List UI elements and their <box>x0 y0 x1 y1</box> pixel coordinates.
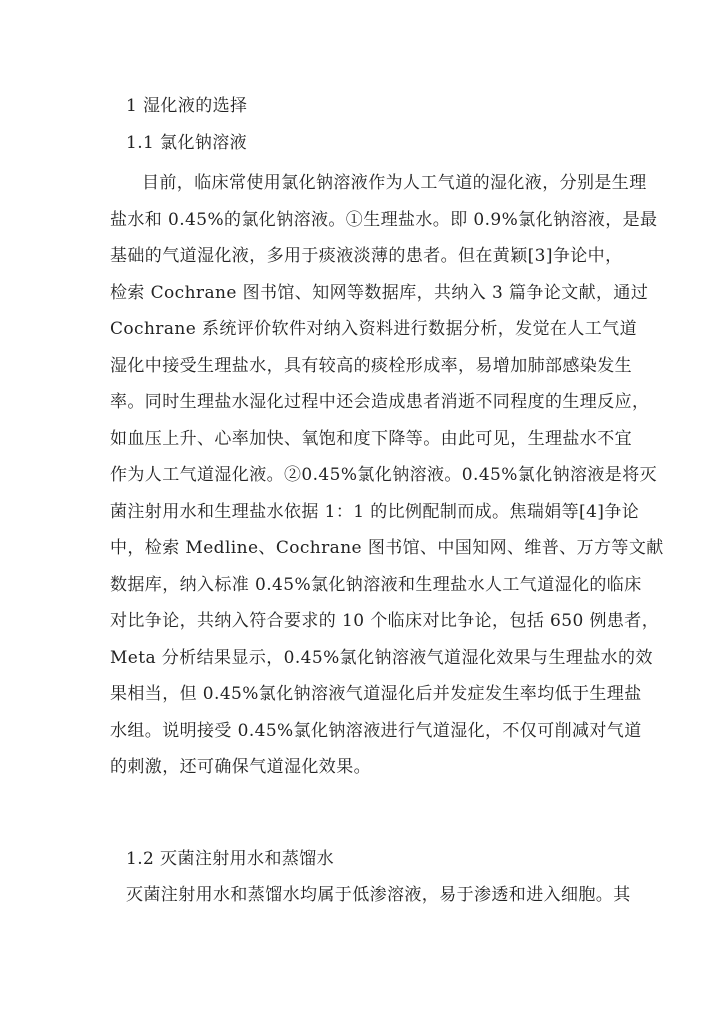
paragraph-line: 果相当，但 0.45%氯化钠溶液气道湿化后并发症发生率均低于生理盐 <box>110 684 642 704</box>
paragraph-line: 湿化中接受生理盐水，具有较高的痰栓形成率，易增加肺部感染发生 <box>110 356 632 376</box>
paragraph-line: 的刺激，还可确保气道湿化效果。 <box>110 757 371 777</box>
paragraph-line: 检索 Cochrane 图书馆、知网等数据库，共纳入 3 篇争论文献，通过 <box>110 283 649 303</box>
subsection-heading-1-2: 1.2 灭菌注射用水和蒸馏水 <box>126 849 335 869</box>
paragraph-line: 对比争论，共纳入符合要求的 10 个临床对比争论，包括 650 例患者， <box>110 611 660 631</box>
paragraph-line: 目前，临床常使用氯化钠溶液作为人工气道的湿化液，分别是生理 <box>142 173 647 193</box>
paragraph-line: 作为人工气道湿化液。②0.45%氯化钠溶液。0.45%氯化钠溶液是将灭 <box>110 465 658 485</box>
paragraph-line: 盐水和 0.45%的氯化钠溶液。①生理盐水。即 0.9%氯化钠溶液，是最 <box>110 210 658 230</box>
paragraph-line: 基础的气道湿化液，多用于痰液淡薄的患者。但在黄颖[3]争论中， <box>110 246 623 266</box>
subsection-heading-1-1: 1.1 氯化钠溶液 <box>126 133 248 153</box>
paragraph-line: 灭菌注射用水和蒸馏水均属于低渗溶液，易于渗透和进入细胞。其 <box>126 885 631 905</box>
paragraph-line: 数据库，纳入标准 0.45%氯化钠溶液和生理盐水人工气道湿化的临床 <box>110 575 642 595</box>
paragraph-line: Meta 分析结果显示，0.45%氯化钠溶液气道湿化效果与生理盐水的效 <box>110 648 653 668</box>
paragraph-line: 如血压上升、心率加快、氧饱和度下降等。由此可见，生理盐水不宜 <box>110 429 632 449</box>
paragraph-line: 中，检索 Medline、Cochrane 图书馆、中国知网、维普、万方等文献 <box>110 538 664 558</box>
paragraph-line: 率。同时生理盐水湿化过程中还会造成患者消逝不同程度的生理反应， <box>110 392 650 412</box>
section-heading-1: 1 湿化液的选择 <box>126 96 248 116</box>
paragraph-line: 水组。说明接受 0.45%氯化钠溶液进行气道湿化，不仅可削减对气道 <box>110 721 642 741</box>
paragraph-line: Cochrane 系统评价软件对纳入资料进行数据分析，发觉在人工气道 <box>110 319 637 339</box>
paragraph-line: 菌注射用水和生理盐水依据 1：1 的比例配制而成。焦瑞娟等[4]争论 <box>110 502 640 522</box>
